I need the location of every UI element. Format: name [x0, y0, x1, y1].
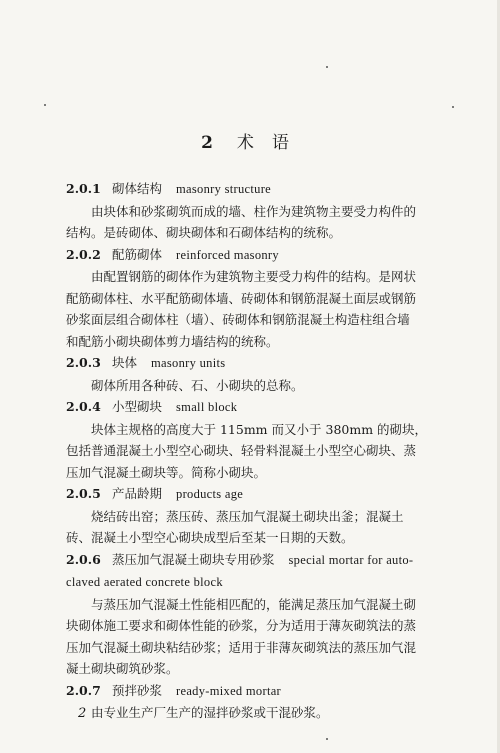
definition-line: 配筋砌体柱、水平配筋砌体墙、砖砌体和钢筋混凝土面层或钢筋 [66, 290, 417, 306]
term-number: 2.0.3 [66, 355, 101, 370]
term-number: 2.0.4 [66, 399, 101, 414]
page-number: 2 [78, 706, 87, 721]
definition-line: 砌体所用各种砖、石、小砌块的总称。 [91, 377, 304, 393]
definition-line: 压加气混凝土砌块粘结砂浆；适用于非薄灰砌筑法的蒸压加气混 [66, 639, 417, 655]
term-english-continuation: claved aerated concrete block [66, 575, 223, 589]
term-definition [66, 201, 466, 244]
definition-line: 由专业生产厂生产的湿拌砂浆或干混砂浆。 [91, 705, 329, 720]
term-heading [66, 244, 466, 267]
term-definition [66, 506, 466, 549]
chapter-title-char: 语 [271, 133, 291, 153]
definition-line: 烧结砖出窑；蒸压砖、蒸压加气混凝土砌块出釜；混凝土 [91, 508, 404, 524]
terms-section [66, 178, 466, 724]
term-english: special mortar for auto- [288, 552, 414, 567]
definition-line: 和配筋小砌块砌体剪力墙结构的统称。 [66, 333, 279, 349]
term-number: 2.0.2 [66, 246, 101, 262]
term-heading [66, 396, 466, 419]
term-english: reinforced masonry [176, 247, 279, 262]
definition-line: 与蒸压加气混凝土性能相匹配的，能满足蒸压加气混凝土砌 [91, 596, 417, 612]
scan-speck [326, 738, 328, 740]
term-number: 2.0.1 [66, 181, 101, 196]
term-definition [66, 702, 466, 724]
definition-line: 由块体和砂浆砌筑而成的墙、柱作为建筑物主要受力构件的 [91, 203, 417, 219]
definition-line: 包括普通混凝土小型空心砌块、轻骨料混凝土小型空心砌块、蒸 [66, 443, 417, 458]
term-heading [66, 549, 466, 572]
scan-speck [44, 104, 46, 106]
definition-line: 块砌体施工要求和砌体性能的砂浆，分为适用于薄灰砌筑法的蒸 [66, 618, 417, 633]
definition-line: 凝土砌块砌筑砂浆。 [66, 661, 179, 676]
term-heading [66, 483, 466, 506]
definition-line: 由配置钢筋的砌体作为建筑物主要受力构件的结构。是网状 [91, 269, 417, 284]
definition-line: 压加气混凝土砌块等。简称小砌块。 [66, 464, 267, 480]
definition-line: 结构。是砖砌体、砌块砌体和石砌体结构的统称。 [66, 225, 342, 240]
term-chinese: 产品龄期 [112, 486, 163, 501]
definition-line: 砂浆面层组合砌体柱（墙）、砖砌体和钢筋混凝土构造柱组合墙 [66, 312, 410, 327]
term-heading-continuation [66, 571, 466, 594]
term-chinese: 预拌砂浆 [112, 682, 163, 698]
chapter-number: 2 [201, 133, 215, 153]
term-definition [66, 375, 466, 397]
term-heading [66, 352, 466, 375]
definition-line: 块体主规格的高度大于 115mm 而又小于 380mm 的砌块， [91, 421, 428, 437]
term-number: 2.0.6 [66, 551, 101, 567]
term-definition [66, 419, 466, 484]
term-chinese: 蒸压加气混凝土砌块专用砂浆 [112, 551, 275, 567]
term-number: 2.0.7 [66, 682, 101, 698]
term-number: 2.0.5 [66, 486, 101, 501]
term-english: ready-mixed mortar [176, 683, 282, 698]
term-heading [66, 178, 466, 201]
term-english: products age [176, 487, 244, 501]
chapter-title [0, 128, 500, 153]
chapter-title-char: 术 [236, 133, 256, 153]
term-heading [66, 680, 466, 703]
term-definition [66, 266, 466, 352]
scan-speck [452, 106, 454, 108]
term-chinese: 砌体结构 [112, 181, 163, 196]
term-chinese: 配筋砌体 [112, 246, 163, 262]
term-english: masonry structure [176, 182, 272, 196]
term-definition [66, 594, 466, 680]
definition-line: 砖、混凝土小型空心砌块成型后至某一日期的天数。 [66, 530, 354, 545]
term-chinese: 小型砌块 [112, 399, 163, 414]
term-chinese: 块体 [112, 355, 138, 370]
scan-speck [326, 66, 328, 68]
term-english: masonry units [151, 356, 226, 370]
term-english: small block [176, 400, 238, 414]
